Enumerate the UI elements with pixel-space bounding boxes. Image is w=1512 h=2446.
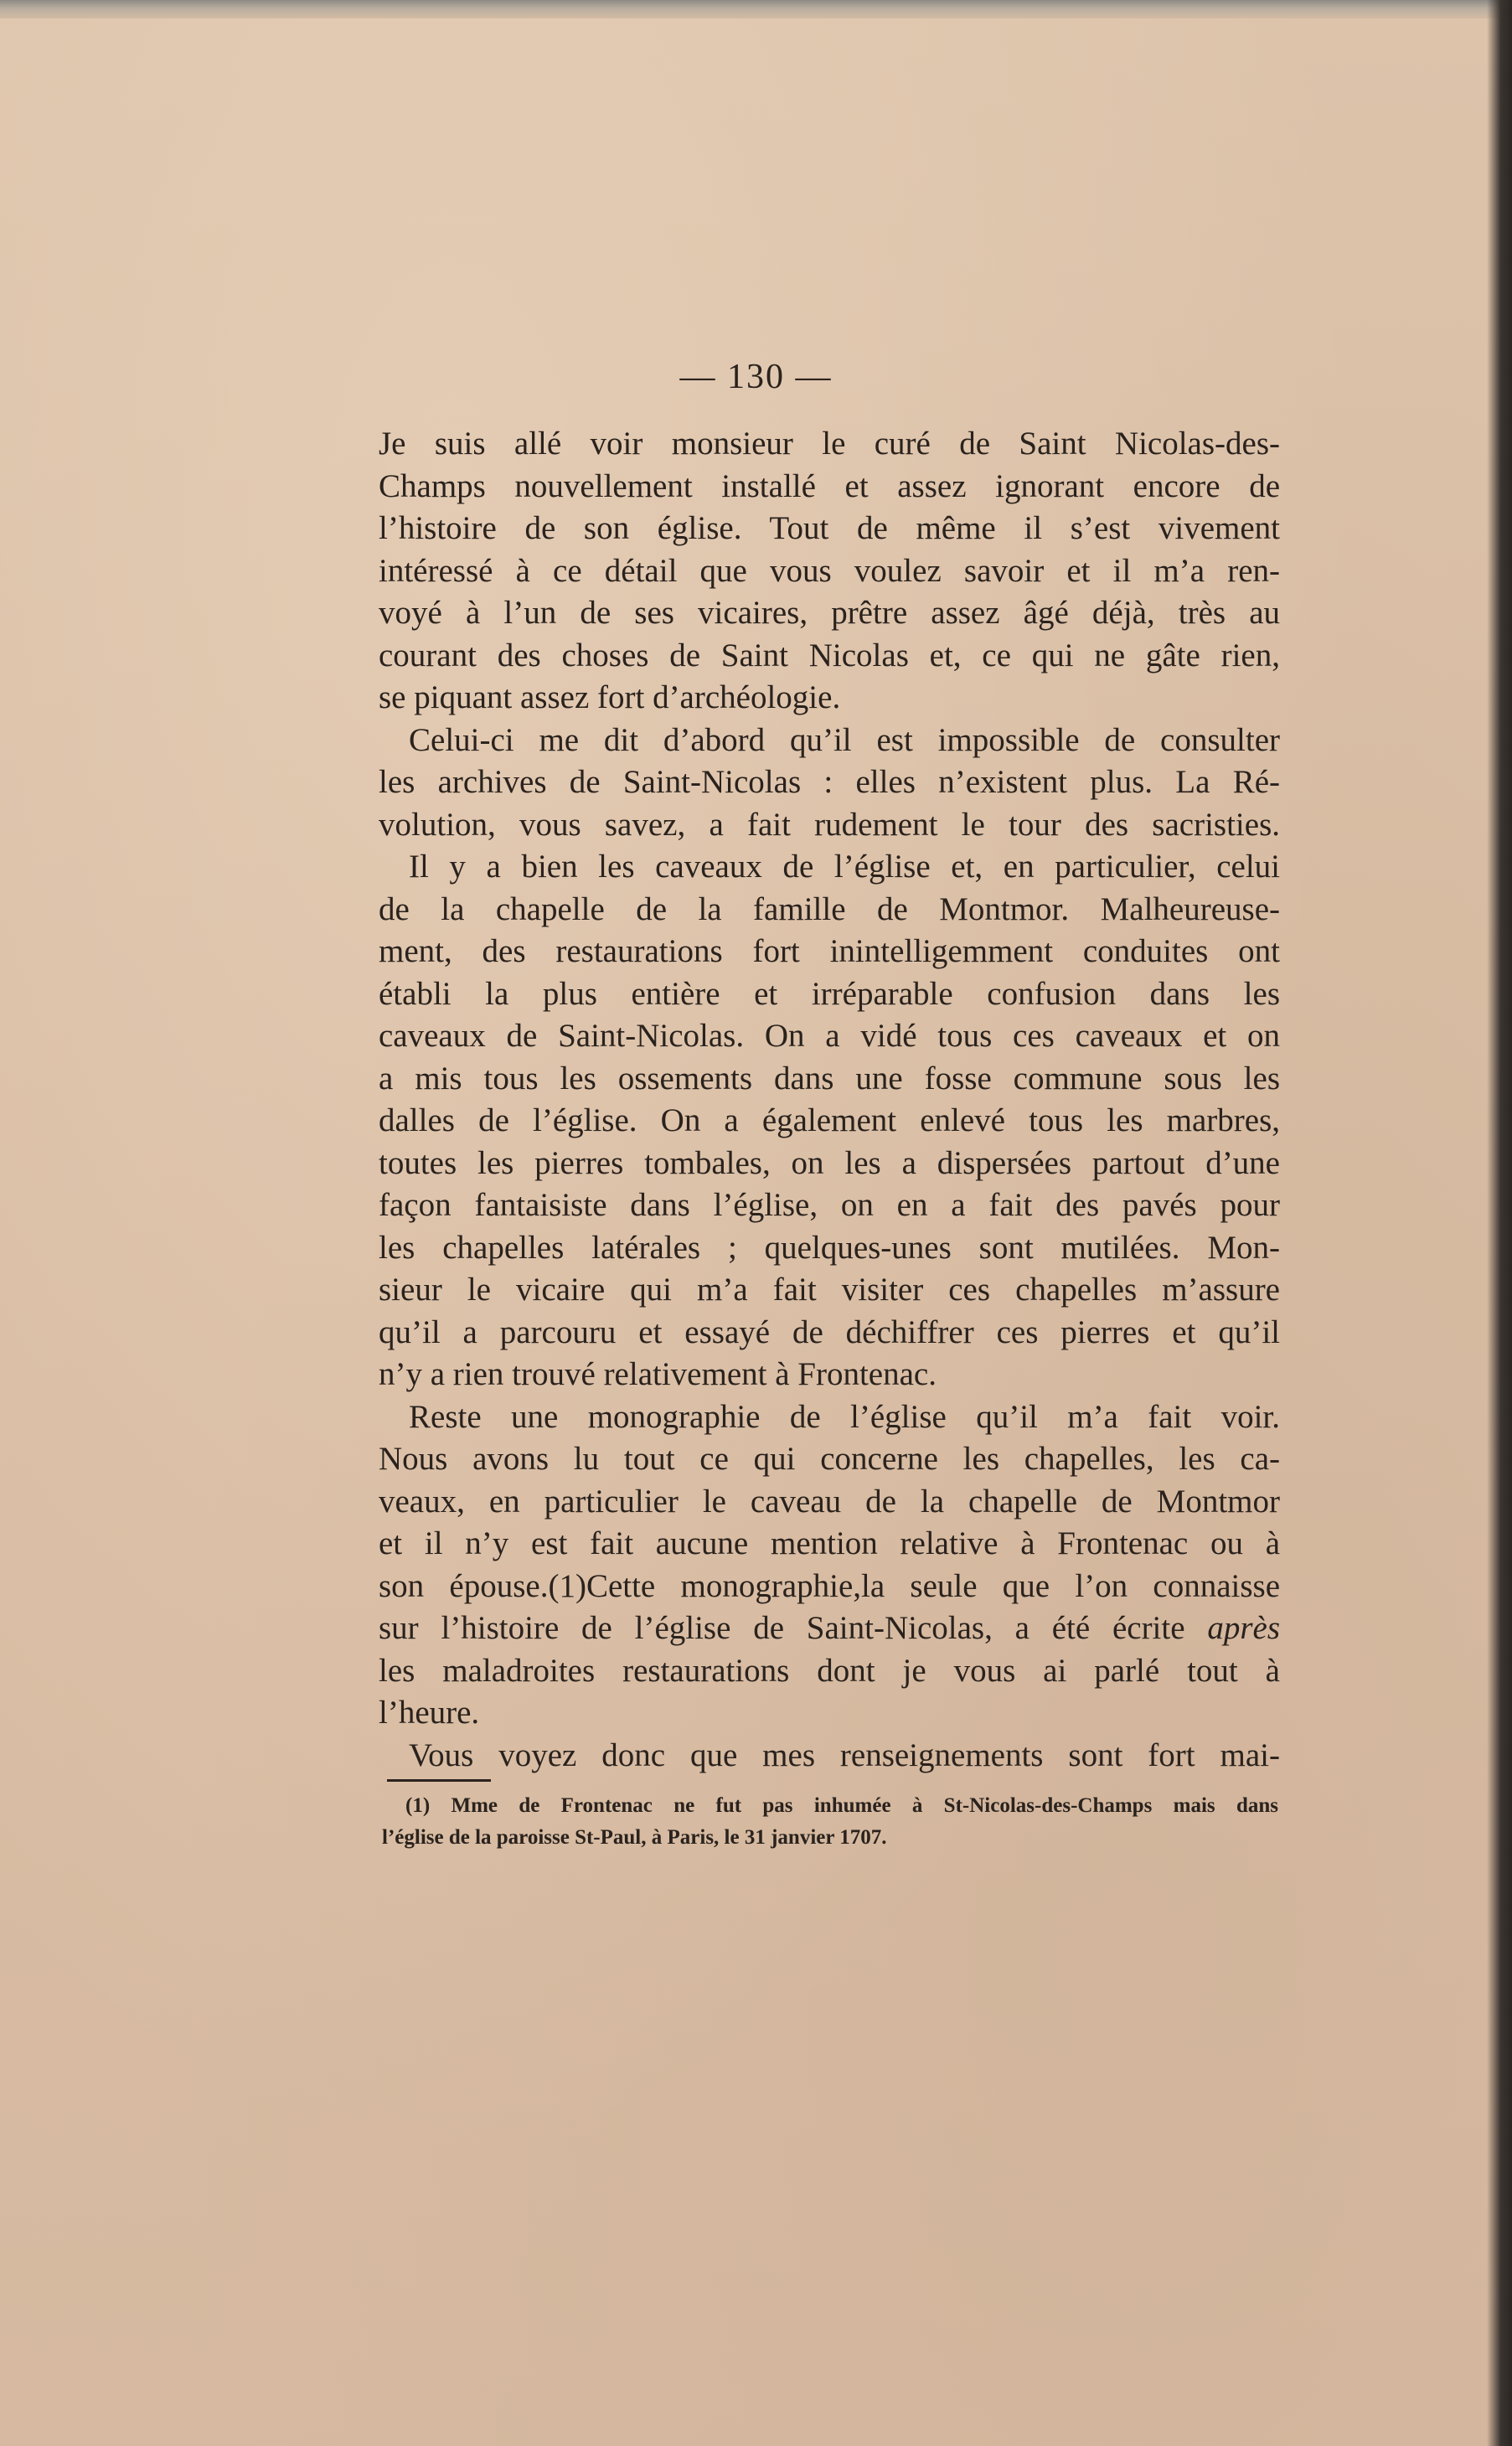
text-line: de la chapelle de la famille de Montmor. Malheureuse- (379, 890, 1280, 927)
text-line: n’y a rien trouvé relativement à Frontenac. (379, 1356, 937, 1392)
text-line: Celui-ci me dit d’abord qu’il est impossible de consulter (409, 721, 1280, 758)
text-line: caveaux de Saint-Nicolas. On a vidé tous ces caveaux et on (379, 1018, 1280, 1054)
text-line: se piquant assez fort d’archéologie. (379, 679, 841, 715)
text-line: veaux, en particulier le caveau de la chapelle de Montmor (379, 1483, 1280, 1520)
text-line: a mis tous les ossements dans une fosse commune sous les (379, 1060, 1280, 1097)
footnote (382, 1790, 1278, 1854)
text-line: Reste une monographie de l’église qu’il m’a fait voir. (409, 1398, 1280, 1435)
text-line: les chapelles latérales ; quelques-unes sont mutilées. Mon- (379, 1229, 1280, 1266)
text-line: Vous voyez donc que mes renseignements sont fort mai- (409, 1736, 1280, 1773)
text-line: toutes les pierres tombales, on les a dispersées partout d’une (379, 1144, 1280, 1181)
text-line: ment, des restaurations fort inintelligemment conduites ont (379, 933, 1280, 969)
text-line: Il y a bien les caveaux de l’église et, en particulier, celui (409, 849, 1280, 885)
text-line: l’heure. (379, 1695, 480, 1731)
text-segment: sur l’histoire de l’église de Saint-Nicolas, a été écrite (379, 1610, 1185, 1646)
text-line: les maladroites restaurations dont je vous ai parlé tout à (379, 1652, 1280, 1689)
body-text (379, 423, 1280, 1777)
text-line: volution, vous savez, a fait rudement le tour des sacristies. (379, 806, 1280, 843)
text-line: dalles de l’église. On a également enlevé tous les marbres, (379, 1102, 1280, 1138)
text-line: Nous avons lu tout ce qui concerne les chapelles, les ca- (379, 1441, 1280, 1477)
text-line: son épouse.(1)Cette monographie,la seule que l’on connaisse (379, 1567, 1280, 1604)
text-line: les archives de Saint-Nicolas : elles n’existent plus. La Ré- (379, 764, 1280, 800)
page-top-edge (0, 0, 1512, 18)
text-line: qu’il a parcouru et essayé de déchiffrer ces pierres et qu’il (379, 1313, 1280, 1350)
footnote-line: (1) Mme de Frontenac ne fut pas inhumée à St-Nicolas-des-Champs mais dans (405, 1794, 1278, 1817)
page-number: — 130 — (679, 358, 833, 396)
text-line: voyé à l’un de ses vicaires, prêtre assez âgé déjà, très au (379, 595, 1280, 631)
text-line: et il n’y est fait aucune mention relative à Frontenac ou à (379, 1525, 1280, 1561)
text-line: l’histoire de son église. Tout de même il s’est vivement (379, 510, 1280, 546)
text-line: Je suis allé voir monsieur le curé de Saint Nicolas-des- (379, 426, 1280, 462)
text-line: Champs nouvellement installé et assez ignorant encore de (379, 467, 1280, 504)
text-line: courant des choses de Saint Nicolas et, ce qui ne gâte rien, (379, 637, 1280, 673)
italic-word: après (1207, 1610, 1281, 1646)
footnote-line: l’église de la paroisse St-Paul, à Paris, le 31 janvier 1707. (382, 1826, 887, 1849)
text-line: intéressé à ce détail que vous voulez savoir et il m’a ren- (379, 552, 1280, 589)
footnote-rule (387, 1779, 491, 1782)
text-line: sieur le vicaire qui m’a fait visiter ces chapelles m’assure (379, 1272, 1280, 1308)
text-line: établi la plus entière et irréparable confusion dans les (379, 975, 1280, 1012)
text-line: façon fantaisiste dans l’église, on en a fait des pavés pour (379, 1187, 1280, 1223)
text-line (379, 1607, 1280, 1650)
